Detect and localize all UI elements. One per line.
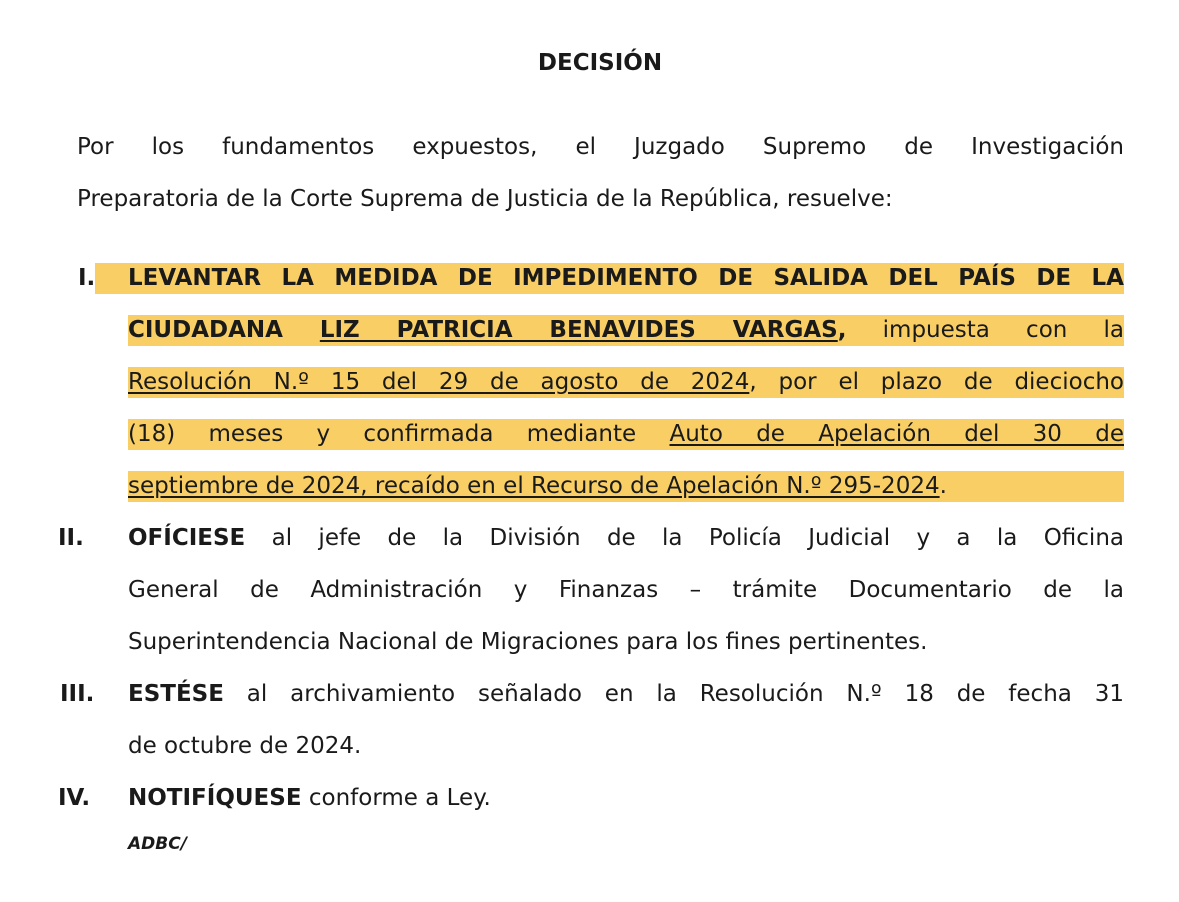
intro-paragraph (77, 121, 1124, 225)
bold-text: LEVANTAR LA MEDIDA DE IMPEDIMENTO DE SALIDA DEL PAÍS DE LA (128, 265, 1124, 291)
text-segment: (18) meses y confirmada mediante (128, 421, 670, 447)
text-line (128, 408, 1124, 460)
text-segment: . (939, 473, 947, 499)
text-segment: Superintendencia Nacional de Migraciones para los fines pertinentes. (128, 629, 928, 655)
text-segment: General de Administración y Finanzas – trámite Documentario de la (128, 577, 1124, 603)
item-number: IV. (58, 785, 91, 811)
text-line (77, 173, 1124, 225)
text-segment: conforme a Ley. (301, 785, 491, 811)
text-segment: Por los fundamentos expuestos, el Juzgado Supremo de Investigación (77, 134, 1124, 160)
bold-text: ESTÉSE (128, 681, 224, 707)
item-number: II. (58, 525, 84, 551)
text-line (128, 668, 1124, 720)
item-body (128, 252, 1124, 512)
text-line (128, 720, 1124, 772)
underlined-reference: Resolución N.º 15 del 29 de agosto de 2024 (128, 369, 750, 395)
text-segment: Preparatoria de la Corte Suprema de Justicia de la República, resuelve: (77, 186, 893, 212)
text-line (128, 616, 1124, 668)
signature-initials: ADBC/ (128, 834, 187, 854)
resolution-item (0, 668, 1179, 772)
text-line (128, 512, 1124, 564)
text-line (128, 304, 1124, 356)
item-body (128, 512, 1124, 668)
item-number: I. (78, 265, 96, 291)
resolution-item (0, 772, 1179, 824)
bold-text: OFÍCIESE (128, 525, 246, 551)
item-body (128, 772, 1124, 824)
item-number: III. (60, 681, 95, 707)
text-line (128, 564, 1124, 616)
text-line (95, 252, 1124, 304)
text-line (128, 356, 1124, 408)
bold-text: CIUDADANA (128, 317, 320, 343)
text-segment: al jefe de la División de la Policía Judicial y a la Oficina (245, 525, 1124, 551)
underlined-reference: LIZ PATRICIA BENAVIDES VARGAS (319, 317, 838, 343)
text-line (128, 460, 1124, 512)
text-segment: al archivamiento señalado en la Resolución N.º 18 de fecha 31 (223, 681, 1124, 707)
item-body (128, 668, 1124, 772)
bold-text: NOTIFÍQUESE (128, 785, 302, 811)
text-line (77, 121, 1124, 173)
text-segment: de octubre de 2024. (128, 733, 362, 759)
resolution-item (0, 512, 1179, 668)
text-line (128, 772, 1124, 824)
resolution-item (0, 252, 1179, 512)
text-segment: impuesta con la (846, 317, 1124, 343)
bold-text: , (837, 317, 847, 343)
underlined-reference: Auto de Apelación del 30 de (669, 421, 1124, 447)
text-segment: , por el plazo de dieciocho (749, 369, 1124, 395)
resolution-items (0, 252, 1179, 824)
section-title: DECISIÓN (537, 50, 663, 76)
underlined-reference: septiembre de 2024, recaído en el Recurso de Apelación N.º 295-2024 (128, 473, 940, 499)
